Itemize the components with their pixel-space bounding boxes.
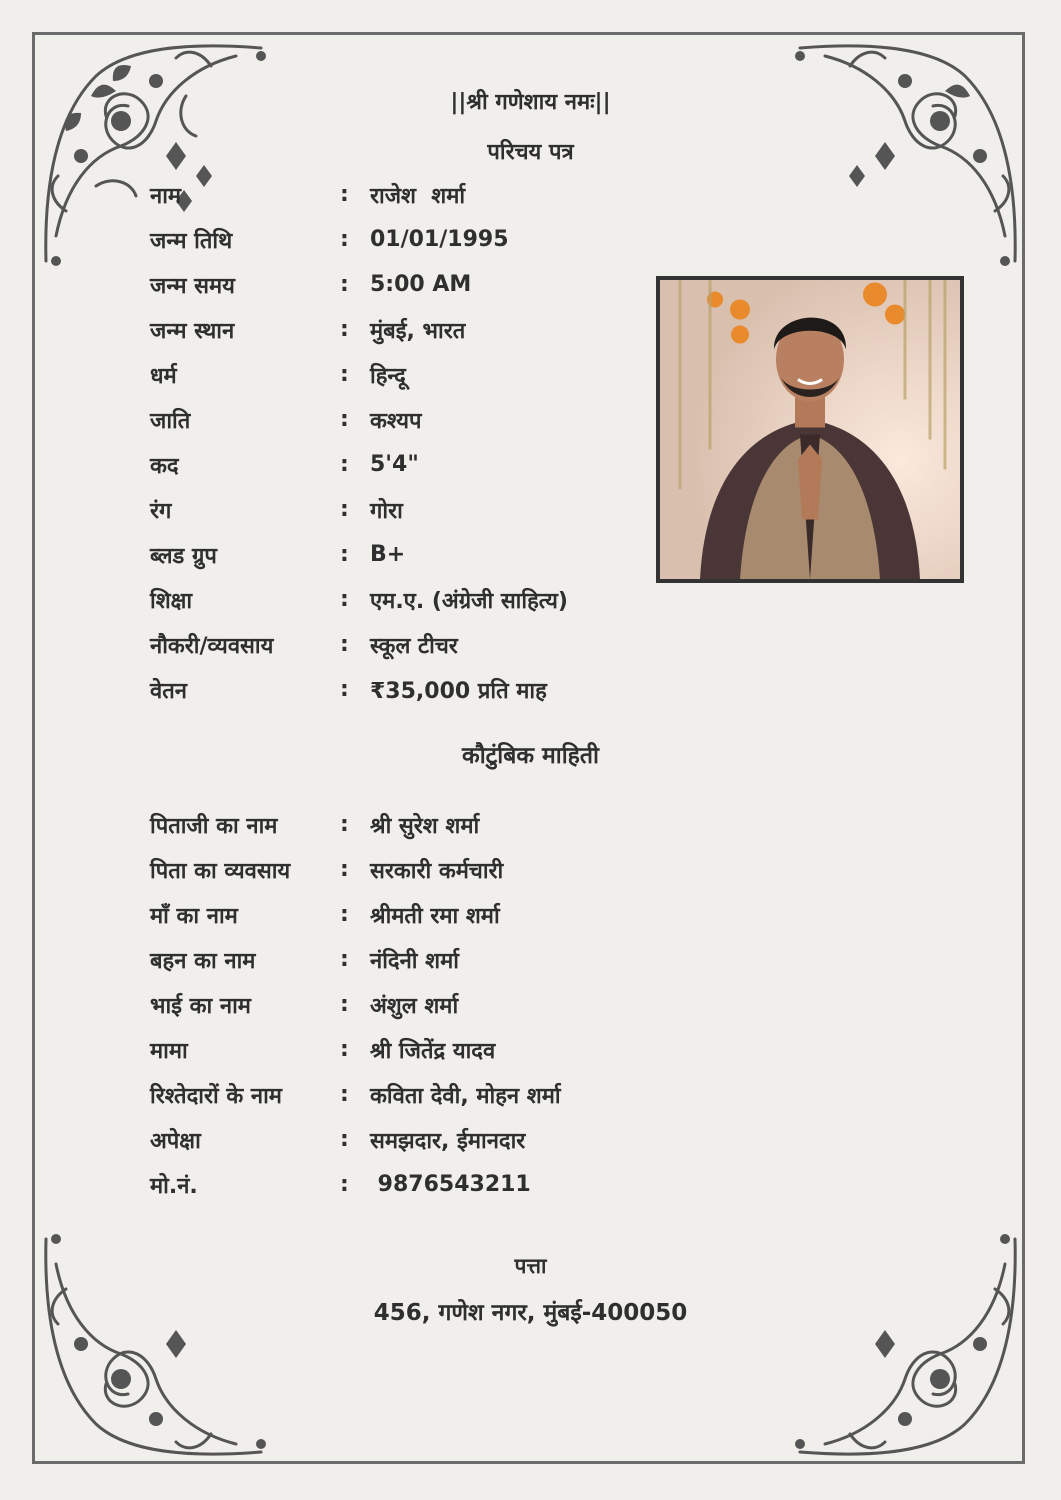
row-colon: : xyxy=(340,947,349,972)
detail-row-mobile-number xyxy=(150,1162,650,1207)
invocation-heading: ||श्री गणेशाय नमः|| xyxy=(450,90,611,115)
row-label: शिक्षा xyxy=(150,588,193,614)
row-colon: : xyxy=(340,1037,349,1062)
row-value: कविता देवी, मोहन शर्मा xyxy=(370,1083,561,1109)
row-label: मो.नं. xyxy=(150,1173,198,1199)
address-title: पत्ता xyxy=(514,1254,547,1278)
row-value: श्री जितेंद्र यादव xyxy=(370,1038,496,1064)
row-value: 5:00 AM xyxy=(370,272,472,297)
row-label: जन्म तिथि xyxy=(150,228,233,254)
row-label: पिताजी का नाम xyxy=(150,813,278,839)
detail-row-blood-group xyxy=(150,532,650,577)
row-colon: : xyxy=(340,1172,349,1197)
detail-row-mother-name xyxy=(150,892,650,937)
detail-row-maternal-uncle xyxy=(150,1027,650,1072)
detail-row-height xyxy=(150,442,650,487)
detail-row-relatives xyxy=(150,1072,650,1117)
row-colon: : xyxy=(340,317,349,342)
row-colon: : xyxy=(340,497,349,522)
row-value: 5'4" xyxy=(370,452,419,477)
family-details xyxy=(150,802,650,1207)
row-label: कद xyxy=(150,453,179,479)
row-label: नाम xyxy=(150,183,182,209)
row-value: 9876543211 xyxy=(370,1172,531,1197)
row-colon: : xyxy=(340,182,349,207)
row-value: B+ xyxy=(370,542,406,567)
row-label: ब्लड ग्रुप xyxy=(150,543,217,569)
row-value: राजेश शर्मा xyxy=(370,183,466,209)
row-value: 01/01/1995 xyxy=(370,227,509,252)
row-colon: : xyxy=(340,902,349,927)
row-label: अपेक्षा xyxy=(150,1128,201,1154)
row-colon: : xyxy=(340,812,349,837)
row-label: माँ का नाम xyxy=(150,903,238,929)
row-value: सरकारी कर्मचारी xyxy=(370,858,504,884)
detail-row-salary xyxy=(150,667,650,712)
row-colon: : xyxy=(340,542,349,567)
row-colon: : xyxy=(340,632,349,657)
row-value: समझदार, ईमानदार xyxy=(370,1128,526,1154)
row-value: हिन्दू xyxy=(370,363,406,389)
detail-row-complexion xyxy=(150,487,650,532)
row-value: अंशुल शर्मा xyxy=(370,993,459,1019)
row-value: कश्यप xyxy=(370,408,422,434)
row-value: श्रीमती रमा शर्मा xyxy=(370,903,500,929)
row-colon: : xyxy=(340,1082,349,1107)
row-label: बहन का नाम xyxy=(150,948,256,974)
row-value: नंदिनी शर्मा xyxy=(370,948,459,974)
detail-row-father-occupation xyxy=(150,847,650,892)
detail-row-education xyxy=(150,577,650,622)
row-value: मुंबई, भारत xyxy=(370,318,466,344)
family-section-title: कौटुंबिक माहिती xyxy=(462,743,599,769)
row-label: रंग xyxy=(150,498,172,524)
row-label: नौकरी/व्यवसाय xyxy=(150,633,274,659)
row-colon: : xyxy=(340,452,349,477)
detail-row-brother-name xyxy=(150,982,650,1027)
page-title: परिचय पत्र xyxy=(487,140,574,165)
detail-row-birth-date xyxy=(150,217,650,262)
detail-row-birth-place xyxy=(150,307,650,352)
row-label: मामा xyxy=(150,1038,188,1064)
row-colon: : xyxy=(340,1127,349,1152)
row-colon: : xyxy=(340,407,349,432)
row-value: स्कूल टीचर xyxy=(370,633,458,659)
detail-row-birth-time xyxy=(150,262,650,307)
row-colon: : xyxy=(340,272,349,297)
row-label: जन्म समय xyxy=(150,273,235,299)
detail-row-name xyxy=(150,172,650,217)
profile-photo xyxy=(656,276,964,583)
person-photo-icon xyxy=(660,280,960,579)
row-colon: : xyxy=(340,587,349,612)
detail-row-expectation xyxy=(150,1117,650,1162)
row-value: गोरा xyxy=(370,498,403,524)
personal-details xyxy=(150,172,650,712)
row-label: वेतन xyxy=(150,678,187,704)
row-colon: : xyxy=(340,227,349,252)
row-colon: : xyxy=(340,362,349,387)
row-value: एम.ए. (अंग्रेजी साहित्य) xyxy=(370,588,568,614)
detail-row-father-name xyxy=(150,802,650,847)
row-colon: : xyxy=(340,857,349,882)
row-value: श्री सुरेश शर्मा xyxy=(370,813,480,839)
detail-row-religion xyxy=(150,352,650,397)
address-value: 456, गणेश नगर, मुंबई-400050 xyxy=(373,1300,688,1326)
detail-row-occupation xyxy=(150,622,650,667)
row-label: जन्म स्थान xyxy=(150,318,235,344)
detail-row-sister-name xyxy=(150,937,650,982)
row-label: पिता का व्यवसाय xyxy=(150,858,291,884)
row-colon: : xyxy=(340,677,349,702)
row-label: रिश्तेदारों के नाम xyxy=(150,1083,282,1109)
row-value: ₹35,000 प्रति माह xyxy=(370,678,547,704)
row-label: भाई का नाम xyxy=(150,993,251,1019)
detail-row-caste xyxy=(150,397,650,442)
row-label: धर्म xyxy=(150,363,177,389)
row-colon: : xyxy=(340,992,349,1017)
row-label: जाति xyxy=(150,408,191,434)
